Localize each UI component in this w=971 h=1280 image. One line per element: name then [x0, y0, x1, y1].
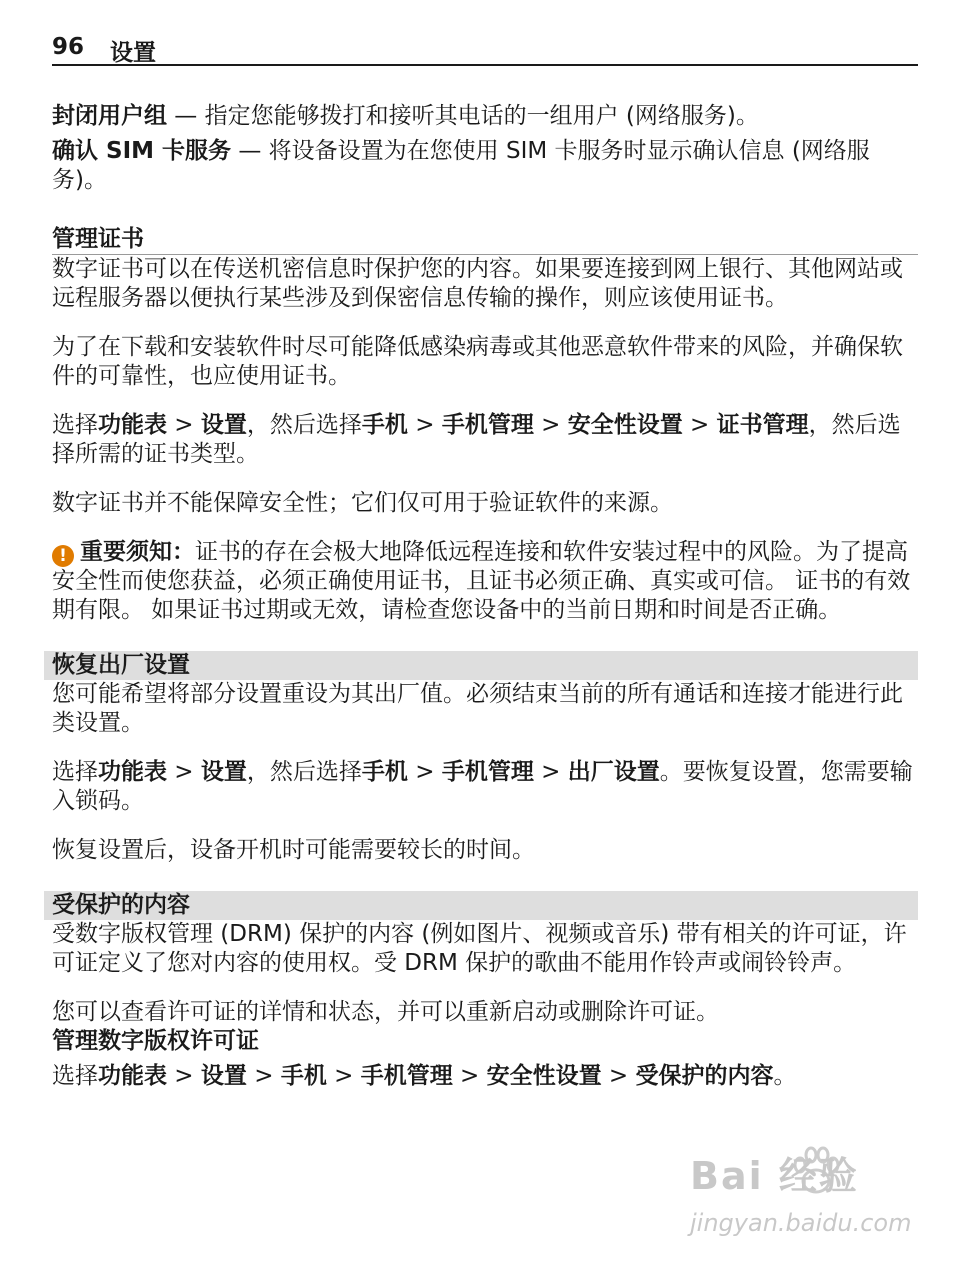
certs-paragraph-2: 为了在下载和安装软件时尽可能降低感染病毒或其他恶意软件带来的风险，并确保软件的可靠性，也应使用证书。	[52, 334, 903, 389]
path-phone: 手机	[361, 412, 408, 438]
page-content	[52, 102, 918, 1091]
path-settings: 设置	[200, 759, 247, 785]
protected-paragraph-2: 您可以查看许可证的详情和状态，并可以重新启动或删除许可证。	[52, 999, 719, 1025]
certs-paragraph-3	[52, 411, 918, 469]
protected-paragraph-1: 受数字版权管理 (DRM) 保护的内容 (例如图片、视频或音乐) 带有相关的许可证，许可证定义了您对内容的使用权。受 DRM 保护的歌曲不能用作铃声或闹铃铃声。	[52, 921, 907, 976]
sep: >	[167, 412, 201, 438]
factory-paragraph-1: 您可能希望将部分设置重设为其出厂值。必须结束当前的所有通话和连接才能进行此类设置。	[52, 681, 903, 736]
certs-paragraph-4: 数字证书并不能保障安全性；它们仅可用于验证软件的来源。	[52, 490, 673, 516]
path-phone: 手机	[280, 1063, 327, 1089]
txt: 。	[773, 1063, 797, 1089]
txt: 选择	[52, 412, 98, 438]
sep: >	[452, 1063, 487, 1089]
protected-heading-text: 受保护的内容	[52, 892, 190, 918]
path-menu: 功能表	[98, 412, 167, 438]
path-settings: 设置	[200, 412, 247, 438]
sep: >	[246, 1063, 281, 1089]
factory-heading-text: 恢复出厂设置	[52, 652, 190, 678]
certs-paragraph-1: 数字证书可以在传送机密信息时保护您的内容。如果要连接到网上银行、其他网站或远程服务器以便执行某些涉及到保密信息传输的操作，则应该使用证书。	[52, 256, 903, 311]
baidu-watermark	[690, 1145, 930, 1255]
section-heading-factory-reset	[44, 651, 918, 680]
txt: 选择	[52, 759, 98, 785]
certs-warning	[52, 538, 918, 625]
factory-paragraph-3: 恢复设置后，设备开机时可能需要较长的时间。	[52, 837, 535, 863]
path-menu: 功能表	[98, 759, 167, 785]
watermark-logo: Bai 经验	[690, 1154, 859, 1198]
sep: >	[326, 1063, 361, 1089]
txt: ，然后选择	[246, 412, 362, 438]
section-heading-certificates	[52, 225, 918, 255]
watermark-url: jingyan.baidu.com	[690, 1209, 912, 1237]
page-title: 设置	[110, 40, 156, 66]
certs-heading-text: 管理证书	[52, 226, 144, 252]
term-confirm-sim: 确认 SIM 卡服务	[52, 138, 232, 164]
desc-closed-user-group: — 指定您能够拨打和接听其电话的一组用户 (网络服务)。	[167, 103, 759, 129]
path-cert-mgmt: 证书管理	[716, 412, 809, 438]
path-phone-mgmt: 手机管理	[441, 412, 534, 438]
sub-heading-manage-drm: 管理数字版权许可证	[52, 1028, 259, 1054]
path-phone-mgmt: 手机管理	[360, 1063, 453, 1089]
txt: 。要恢复设置，您需要输入锁码。	[52, 759, 913, 814]
factory-paragraph-2	[52, 758, 918, 816]
page-number: 96	[52, 34, 85, 60]
path-security: 安全性设置	[486, 1063, 602, 1089]
sep: >	[533, 412, 568, 438]
sep: >	[601, 1063, 636, 1089]
txt: 选择	[52, 1063, 98, 1089]
term-closed-user-group: 封闭用户组	[52, 103, 167, 129]
sep: >	[167, 1063, 201, 1089]
intro-closed-user-group	[52, 102, 918, 131]
path-menu: 功能表	[98, 1063, 167, 1089]
warning-icon: !	[52, 545, 74, 567]
path-phone-mgmt: 手机管理	[441, 759, 534, 785]
warning-text: 证书的存在会极大地降低远程连接和软件安装过程中的风险。为了提高安全性而使您获益，必须正确使用证书，且证书必须正确、真实或可信。 证书的有效期有限。 如果证书过期或无效，请检查您设备中的当前日期和时间是否正确。	[52, 539, 911, 623]
section-heading-protected-content	[44, 891, 918, 920]
txt: ，然后选择	[246, 759, 362, 785]
sep: >	[407, 412, 442, 438]
path-settings: 设置	[200, 1063, 247, 1089]
warning-label: 重要须知：	[80, 539, 195, 565]
sep: >	[167, 759, 201, 785]
path-factory: 出厂设置	[567, 759, 660, 785]
sep: >	[407, 759, 442, 785]
protected-paragraph-3	[52, 1062, 918, 1091]
txt: ，然后选择所需的证书类型。	[52, 412, 901, 467]
desc-confirm-sim: — 将设备设置为在您使用 SIM 卡服务时显示确认信息 (网络服务)。	[52, 138, 870, 193]
sep: >	[682, 412, 717, 438]
path-protected: 受保护的内容	[635, 1063, 774, 1089]
path-phone: 手机	[361, 759, 408, 785]
intro-confirm-sim	[52, 137, 918, 195]
sep: >	[533, 759, 568, 785]
path-security: 安全性设置	[567, 412, 683, 438]
page-header	[52, 34, 918, 66]
